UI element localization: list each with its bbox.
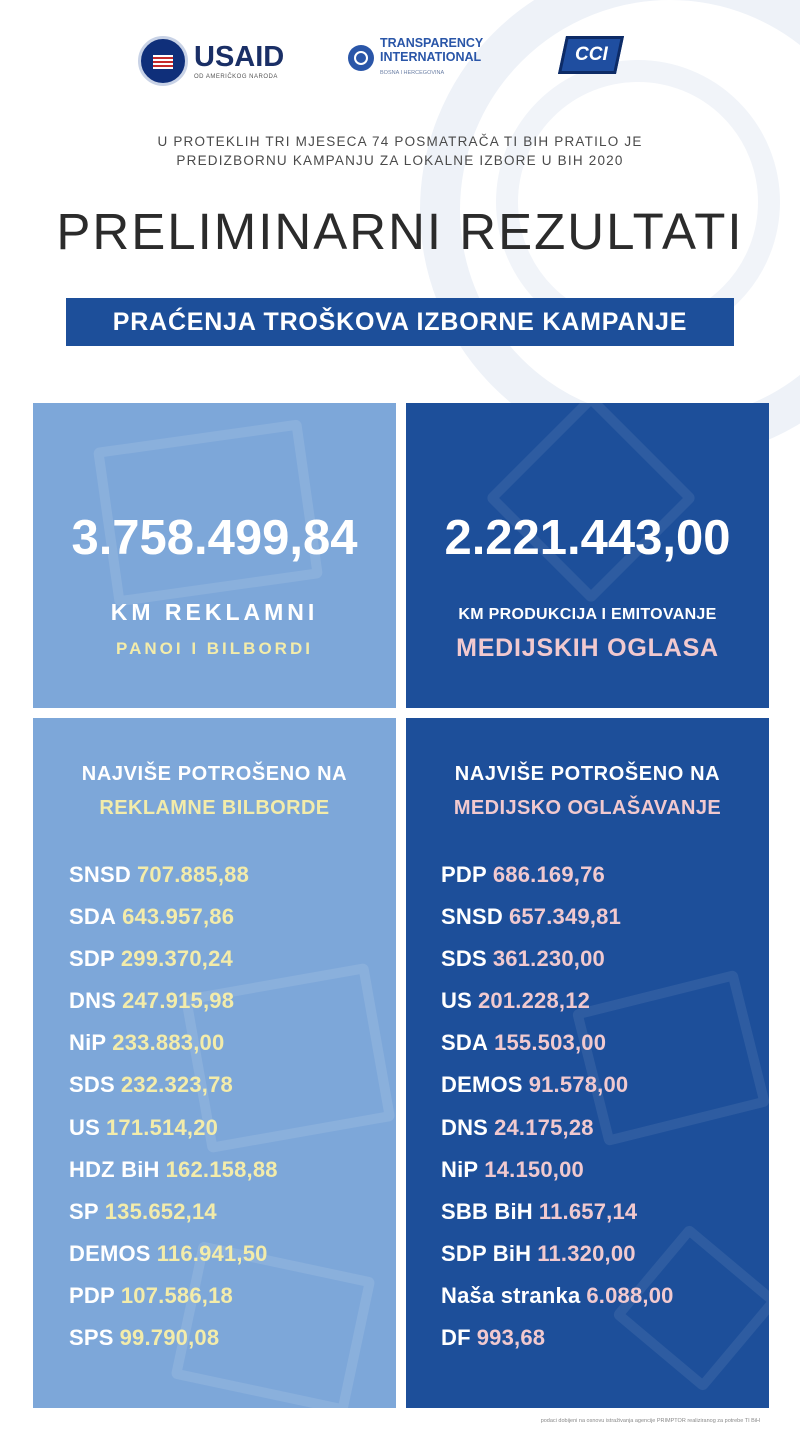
party-name: NiP <box>69 1030 107 1056</box>
list-item <box>441 1064 759 1106</box>
party-amount: 657.349,81 <box>508 904 622 930</box>
list-item <box>69 1149 386 1191</box>
party-name: HDZ BiH <box>69 1156 160 1182</box>
party-amount: 11.320,00 <box>537 1240 636 1266</box>
list-item <box>441 1275 759 1317</box>
party-amount: 24.175,28 <box>494 1114 594 1140</box>
list-item <box>441 896 759 938</box>
media-ranking-list <box>441 854 759 1359</box>
list-item <box>441 980 759 1022</box>
ti-line2: INTERNATIONAL <box>380 50 482 64</box>
media-total-sublabel: MEDIJSKIH OGLASA <box>456 634 719 662</box>
party-amount: 116.941,50 <box>156 1240 268 1266</box>
list-item <box>441 1022 759 1064</box>
logo-bar <box>0 30 800 100</box>
cci-wordmark: CCI <box>574 44 608 65</box>
party-name: SDA <box>69 904 117 930</box>
party-name: SPS <box>69 1325 114 1351</box>
party-amount: 11.657,14 <box>538 1198 638 1224</box>
party-name: Naša stranka <box>441 1282 581 1308</box>
media-total-panel <box>406 403 769 708</box>
party-name: SP <box>69 1198 99 1224</box>
transparency-international-logo <box>348 36 483 80</box>
party-name: US <box>69 1114 100 1140</box>
party-amount: 686.169,76 <box>492 862 605 887</box>
megaphone-watermark-icon <box>485 403 697 604</box>
party-amount: 201.228,12 <box>477 988 591 1014</box>
party-name: SDS <box>69 1072 115 1098</box>
usaid-seal-icon <box>138 36 188 86</box>
footnote: podaci dobijeni na osnovu istraživanja agencije PRIMPTOR realiziranog za potrebe TI BiH <box>540 1418 760 1424</box>
party-amount: 993,68 <box>476 1325 546 1351</box>
list-item <box>69 980 386 1022</box>
party-name: PDP <box>441 862 487 887</box>
media-ranking-subtitle: MEDIJSKO OGLAŠAVANJE <box>453 797 722 819</box>
party-name: SNSD <box>441 904 503 930</box>
party-name: NiP <box>441 1156 479 1182</box>
media-ranking-title: NAJVIŠE POTROŠENO NA <box>454 763 721 785</box>
party-name: SDS <box>441 946 487 972</box>
billboards-total-amount: 3.758.499,84 <box>71 511 358 565</box>
list-item <box>441 1233 759 1275</box>
party-amount: 232.323,78 <box>120 1072 233 1098</box>
list-item <box>441 854 759 896</box>
billboards-total-label: KM REKLAMNI <box>110 599 319 625</box>
globe-icon <box>348 45 374 71</box>
party-amount: 91.578,00 <box>528 1072 629 1098</box>
list-item <box>69 896 386 938</box>
party-amount: 107.586,18 <box>120 1282 233 1308</box>
party-name: SDP BiH <box>441 1240 532 1266</box>
billboards-ranking-panel <box>33 718 396 1408</box>
party-amount: 155.503,00 <box>494 1030 607 1056</box>
billboards-total-sublabel: PANOI I BILBORDI <box>116 639 313 658</box>
party-name: SNSD <box>69 862 131 887</box>
usaid-logo <box>138 36 284 86</box>
party-amount: 171.514,20 <box>105 1114 219 1140</box>
billboards-ranking-title: NAJVIŠE POTROŠENO NA <box>81 763 348 785</box>
party-amount: 299.370,24 <box>120 946 233 972</box>
list-item <box>441 1107 759 1149</box>
list-item <box>441 1317 759 1359</box>
list-item <box>69 1107 386 1149</box>
party-name: SDP <box>69 946 115 972</box>
party-amount: 14.150,00 <box>484 1156 584 1182</box>
list-item <box>69 1064 386 1106</box>
list-item <box>69 1317 386 1359</box>
party-amount: 643.957,86 <box>122 904 235 930</box>
billboards-ranking-list <box>69 854 386 1359</box>
billboards-ranking-subtitle: REKLAMNE BILBORDE <box>99 797 330 819</box>
billboards-total-panel <box>33 403 396 708</box>
intro-line2: PREDIZBORNU KAMPANJU ZA LOKALNE IZBORE U BIH 2020 <box>176 153 624 168</box>
party-amount: 6.088,00 <box>586 1282 674 1308</box>
ti-subtitle: BOSNA I HERCEGOVINA <box>380 70 445 76</box>
party-amount: 247.915,98 <box>122 988 235 1014</box>
list-item <box>69 938 386 980</box>
media-total-amount: 2.221.443,00 <box>444 511 731 565</box>
party-name: SDA <box>441 1030 489 1056</box>
list-item <box>441 938 759 980</box>
page-subtitle-banner: PRAĆENJA TROŠKOVA IZBORNE KAMPANJE <box>66 298 734 346</box>
list-item <box>69 1022 386 1064</box>
intro-line1: U PROTEKLIH TRI MJESECA 74 POSMATRAČA TI BIH PRATILO JE <box>157 134 643 149</box>
party-amount: 361.230,00 <box>492 946 605 972</box>
party-amount: 162.158,88 <box>165 1156 278 1182</box>
party-name: DNS <box>441 1114 489 1140</box>
usaid-wordmark: USAID <box>194 41 285 73</box>
party-amount: 135.652,14 <box>104 1198 217 1224</box>
media-ranking-panel <box>406 718 769 1408</box>
list-item <box>441 1149 759 1191</box>
cci-logo <box>558 36 624 74</box>
party-name: PDP <box>69 1282 115 1308</box>
list-item <box>69 854 386 896</box>
list-item <box>441 1191 759 1233</box>
party-name: US <box>441 988 472 1014</box>
party-amount: 233.883,00 <box>112 1030 225 1056</box>
party-name: DNS <box>69 988 117 1014</box>
party-name: SBB BiH <box>441 1198 533 1224</box>
party-name: DEMOS <box>441 1072 523 1098</box>
party-amount: 99.790,08 <box>119 1325 220 1351</box>
party-name: DEMOS <box>69 1240 151 1266</box>
party-name: DF <box>441 1325 471 1351</box>
list-item <box>69 1191 386 1233</box>
media-total-label: KM PRODUKCIJA I EMITOVANJE <box>458 606 717 623</box>
list-item <box>69 1275 386 1317</box>
ti-line1: TRANSPARENCY <box>380 36 484 50</box>
intro-text <box>0 132 800 170</box>
usaid-subtitle: OD AMERIČKOG NARODA <box>194 74 278 80</box>
party-amount: 707.885,88 <box>136 862 250 887</box>
list-item <box>69 1233 386 1275</box>
page-title: PRELIMINARNI REZULTATI <box>56 203 744 260</box>
